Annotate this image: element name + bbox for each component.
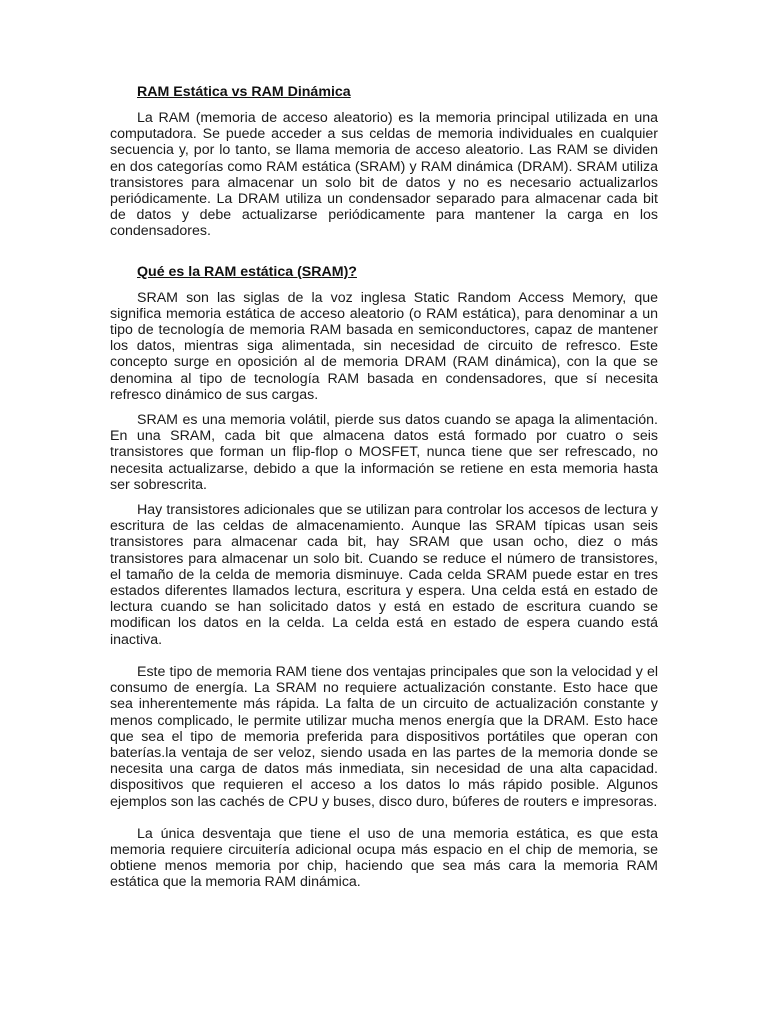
paragraph-ram-intro: La RAM (memoria de acceso aleatorio) es la memoria principal utilizada en una computadora. Se puede acceder a sus celdas de memoria individuales en cualquier secuencia y, por lo tanto, se llama memoria de acceso aleatorio. Las RAM se dividen en dos categorías como RAM estática (SRAM) y RAM dinámica (DRAM). SRAM utiliza transistores para almacenar un solo bit de datos y no es necesario actualizarlos periódicamente. La DRAM utiliza un condensador separado para almacenar cada bit de datos y debe actualizarse periódicamente para mantener la carga en los condensadores. (110, 110, 658, 240)
paragraph-sram-definition: SRAM son las siglas de la voz inglesa Static Random Access Memory, que significa memoria estática de acceso aleatorio (o RAM estática), para denominar a un tipo de tecnología de memoria RAM basada en semiconductores, capaz de mantener los datos, mientras siga alimentada, sin necesidad de circuito de refresco. Este concepto surge en oposición al de memoria DRAM (RAM dinámica), con la que se denomina al tipo de tecnología RAM basada en condensadores, que sí necesita refresco dinámico de sus cargas. (110, 289, 658, 403)
section-heading-ram-comparison: RAM Estática vs RAM Dinámica (137, 84, 351, 100)
paragraph-sram-volatile: SRAM es una memoria volátil, pierde sus datos cuando se apaga la alimentación. En una SRAM, cada bit que almacena datos está formado por cuatro o seis transistores que forman un flip-flop o MOSFET, nunca tiene que ser refrescado, no necesita actualizarse, debido a que la información se retiene en esta memoria hasta ser sobrescrita. (110, 412, 658, 493)
paragraph-sram-transistors: Hay transistores adicionales que se utilizan para controlar los accesos de lectura y escritura de las celdas de almacenamiento. Aunque las SRAM típicas usan seis transistores para almacenar cada bit, hay SRAM que usan ocho, diez o más transistores para almacenar un solo bit. Cuando se reduce el número de transistores, el tamaño de la celda de memoria disminuye. Cada celda SRAM puede estar en tres estados diferentes llamados lectura, escritura y espera. Una celda está en estado de lectura cuando se han solicitado datos y está en estado de escritura cuando se modifican los datos en la celda. La celda está en estado de espera cuando está inactiva. (110, 502, 658, 648)
paragraph-sram-advantages: Este tipo de memoria RAM tiene dos ventajas principales que son la velocidad y el consumo de energía. La SRAM no requiere actualización constante. Esto hace que sea inherentemente más rápida. La falta de un circuito de actualización constante y menos complicado, le permite utilizar mucha menos energía que la DRAM. Esto hace que sea el tipo de memoria preferida para dispositivos portátiles que operan con baterías.la ventaja de ser veloz, siendo usada en las partes de la memoria donde se necesita una carga de datos más inmediata, sin necesidad de una alta capacidad. dispositivos que requieren el acceso a los datos lo más rápido posible. Algunos ejemplos son las cachés de CPU y buses, disco duro, búferes de routers e impresoras. (110, 663, 658, 810)
paragraph-sram-disadvantage: La única desventaja que tiene el uso de una memoria estática, es que esta memoria requiere circuitería adicional ocupa más espacio en el chip de memoria, se obtiene menos memoria por chip, haciendo que sea más cara la memoria RAM estática que la memoria RAM dinámica. (110, 825, 658, 891)
document-body (110, 84, 658, 900)
section-heading-what-is-sram: Qué es la RAM estática (SRAM)? (137, 263, 357, 280)
